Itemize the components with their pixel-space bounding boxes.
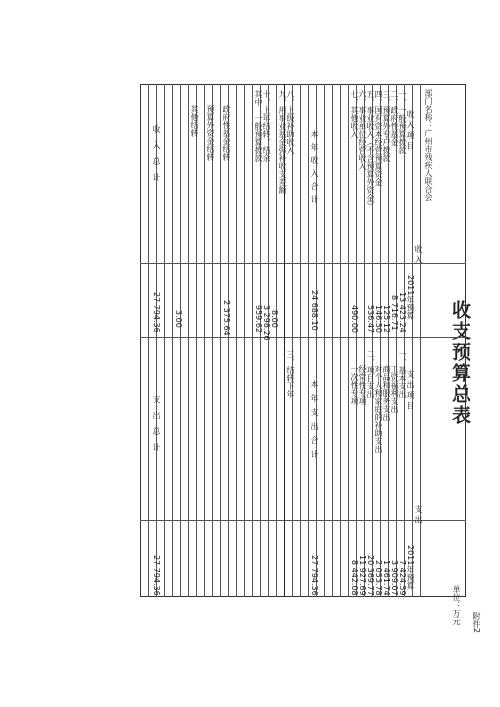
expense-row-1-value: 7 424.59 [398,560,407,596]
income-total-label: 收入总计 [152,125,161,189]
income-total-value: 27 794.36 [152,292,161,333]
income-row-3-value: 125.12 [382,305,391,333]
expense-row-7-value: 8 442.08 [350,560,359,596]
income-row-4-label: 四、国有资本经营预算资金 [374,90,383,186]
income-row-6-label: 六、事业单位经营收入 [358,90,367,170]
income-row-2-value: 8 716.71 [390,295,399,331]
income-row-11-value: 3 298.26 [262,305,271,341]
expense-row-6-value: 11 927.69 [358,555,367,596]
expense-row-8-label: 本年支出合计 [310,380,319,464]
income-row-5-label: 五、事业收入（不含预算外资金） [366,90,375,210]
income-row-13-value: 2 375.64 [222,300,231,336]
income-row-10-label: 九、用事业基金弥补收支差额 [278,90,287,194]
expense-row-8-value: 27 794.36 [310,555,319,596]
expense-row-9-label: 三、结转下年 [286,350,295,398]
income-row-15-value: 3.00 [174,310,183,328]
attachment-label: 附件2 [472,612,481,634]
income-row-11-label: 十、上年结转、结余 [262,90,271,162]
income-row-15-label: 其他结转 [190,105,199,137]
expense-section-label: 支 出 [414,505,423,524]
expense-row-3-label: 商品和服务支出 [382,365,391,421]
income-row-7-value: 490.00 [350,305,359,333]
income-row-7-label: 七、其他收入 [350,90,359,138]
income-row-10-value: 8.00 [270,310,279,328]
income-row-8-label: 本年收入合计 [310,130,319,208]
expense-total-value: 27 794.36 [152,555,161,596]
expense-row-4-value: 2 053.78 [374,560,383,596]
income-section-label: 收 入 [414,245,423,264]
income-row-5-value: 536.47 [366,305,375,333]
income-row-4-value: 146.50 [374,305,383,333]
expense-col-item: 支 出 项 目 [406,370,415,410]
income-col-budget: 2011年预算 [406,275,415,320]
expense-row-2-label: 工资福利支出 [390,365,399,413]
income-row-1-label: 一、一般预算拨款 [398,90,407,154]
income-row-13-label: 政府性基金结转 [222,105,231,161]
expense-row-1-label: 一、基本支出 [398,350,407,398]
expense-total-label: 支出总计 [152,395,161,459]
income-row-1-value: 13 423.24 [398,292,407,333]
expense-row-6-label: 经常性专项 [358,365,367,405]
expense-row-3-value: 1 461.74 [382,560,391,596]
expense-row-7-label: 一次性专项 [350,365,359,405]
expense-row-5-label: 二、项目支出 [366,350,375,398]
unit-label: 单位：万元 [452,585,461,625]
expense-row-5-value: 20 369.77 [366,555,375,596]
income-row-9-label: 八、上级补助收入 [286,90,295,154]
income-row-3-label: 三、预算外专户拨款 [382,90,391,162]
page-title: 收支预算总表 [449,300,471,426]
org-label: 部门名称：广州市残疾人联合会 [424,89,433,201]
expense-row-4-label: 对个人和家庭的补助支出 [374,365,383,453]
income-row-8-value: 24 688.10 [310,290,319,331]
income-row-2-label: 二、政府性基金 [390,90,399,146]
income-row-12-value: 959.62 [254,305,263,333]
income-row-14-label: 预算外资金结转 [206,105,215,161]
expense-col-budget: 2011年预算 [406,545,415,590]
expense-row-2-value: 3 909.07 [390,560,399,596]
income-row-12-label: 其中：一般预算拨款 [254,90,263,162]
income-col-item: 收 入 项 目 [406,110,415,150]
